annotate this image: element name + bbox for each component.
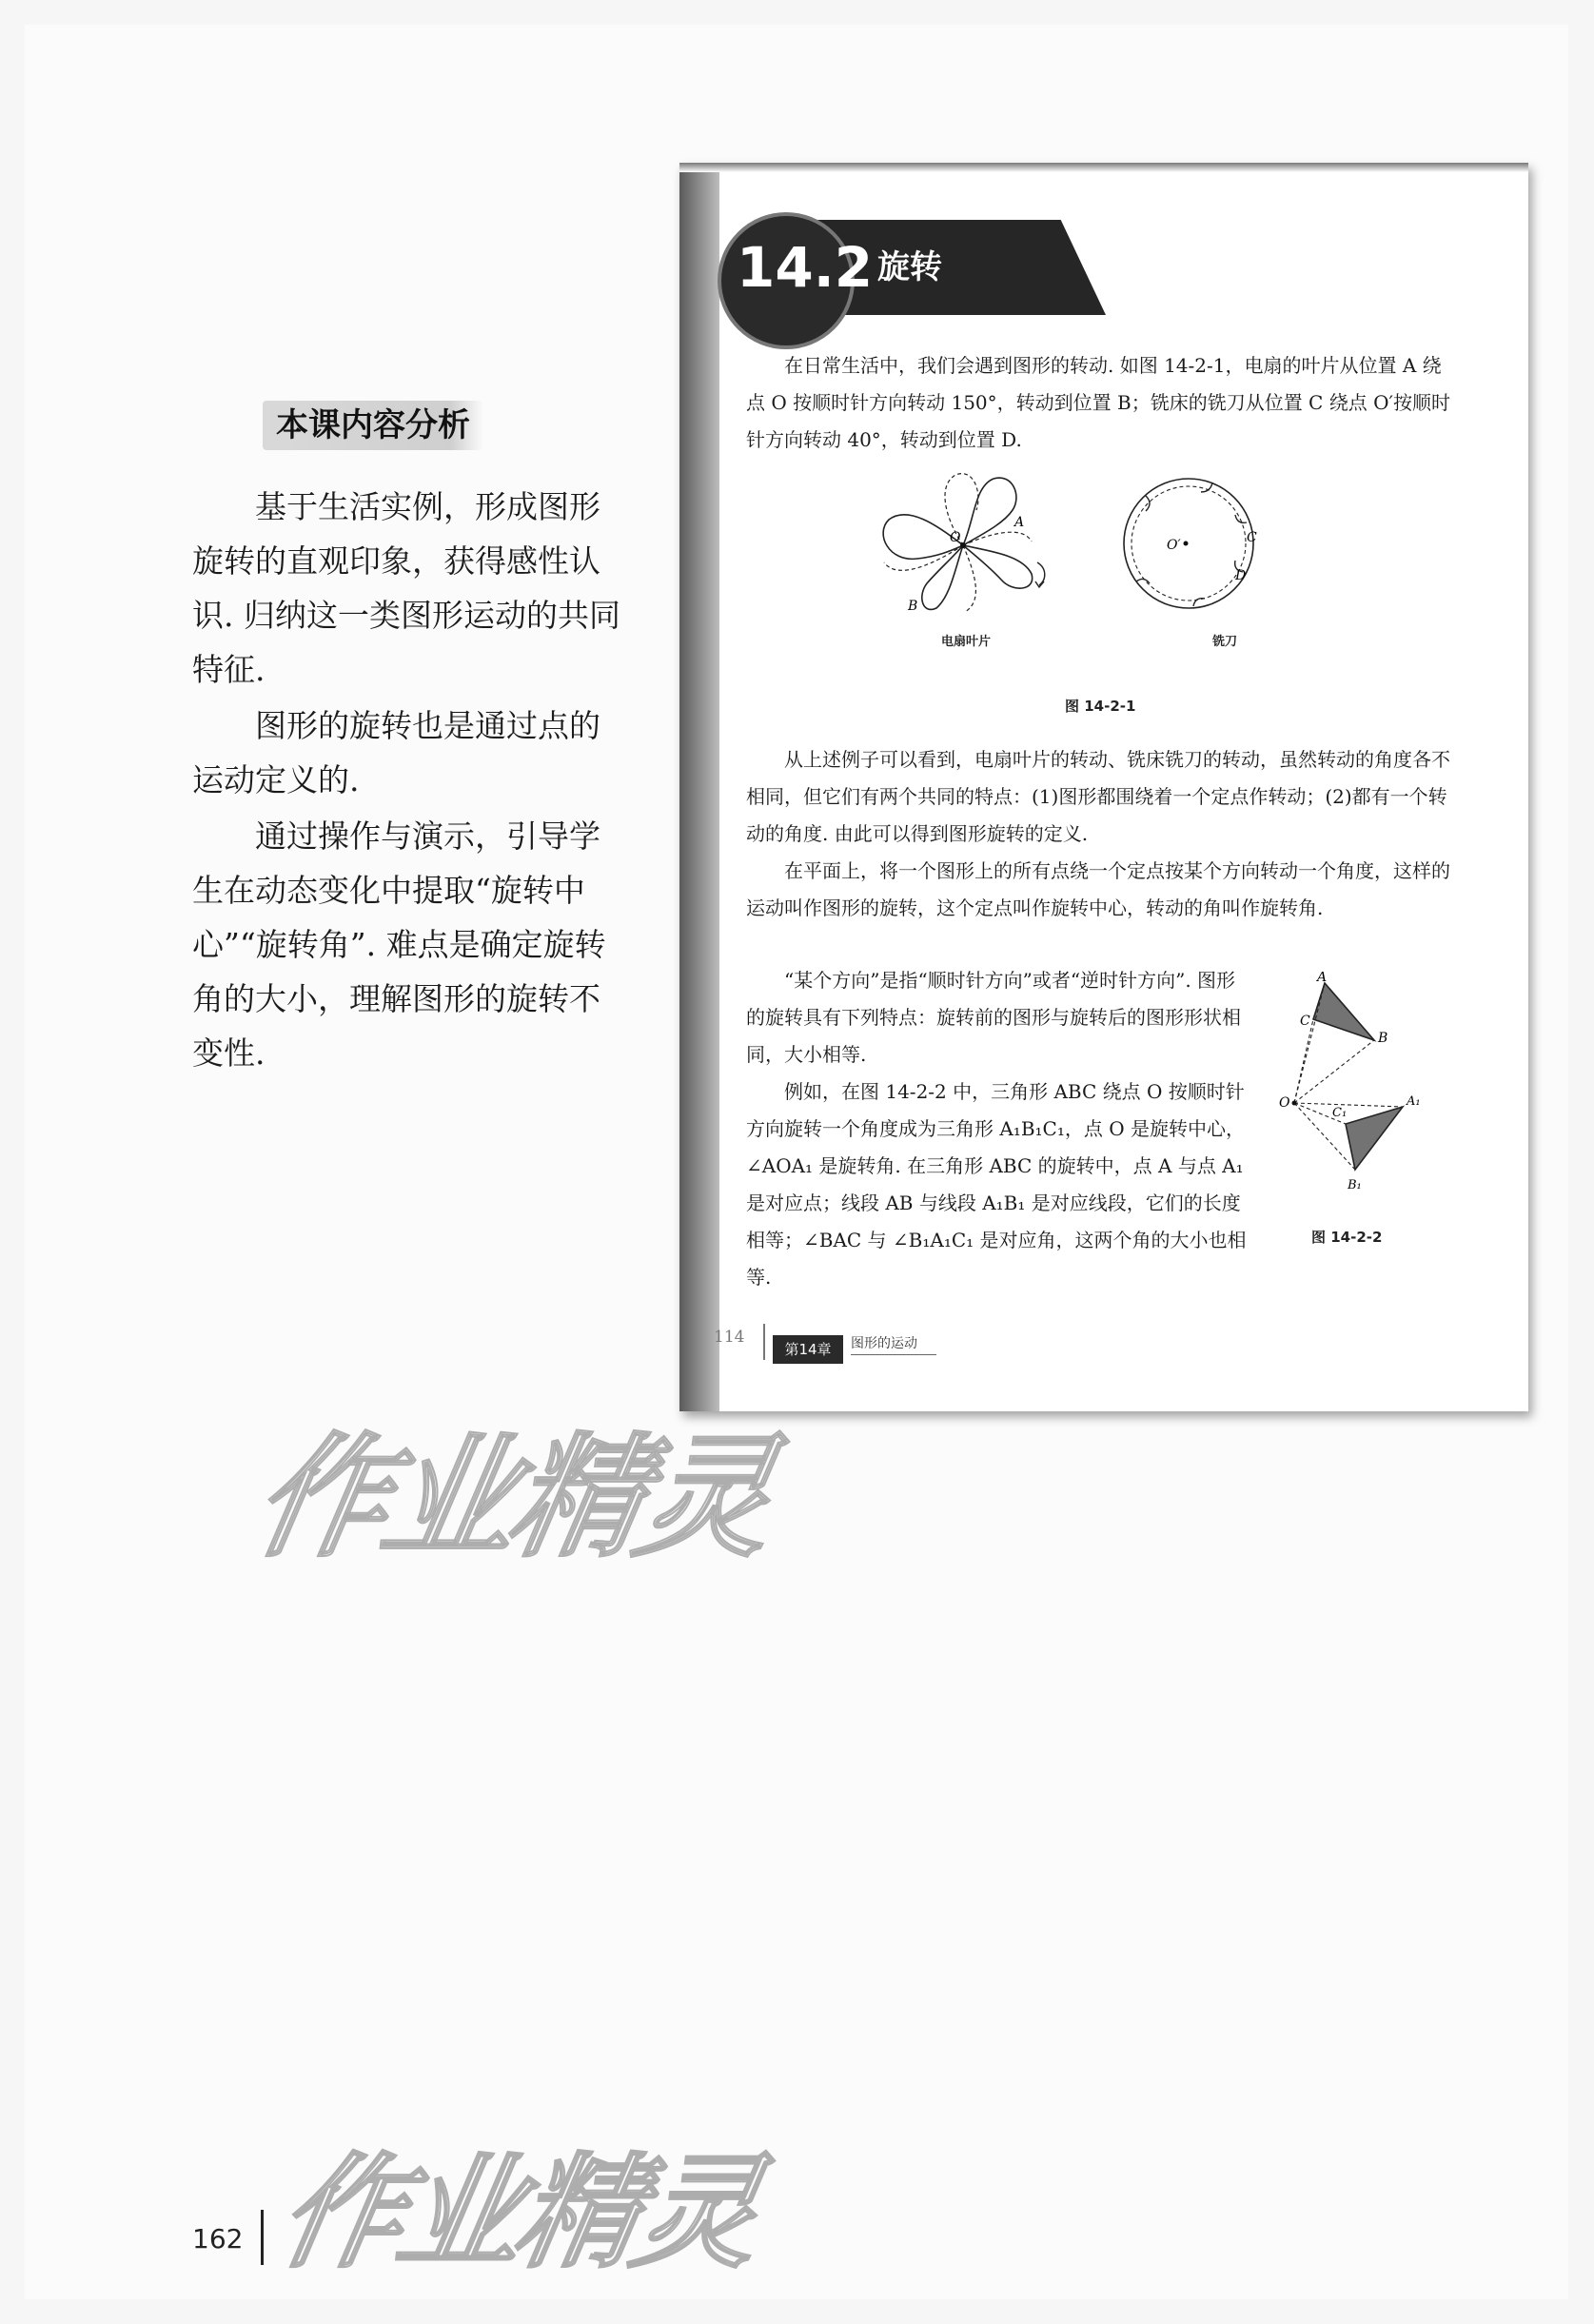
page-number-divider (261, 2210, 264, 2265)
fan-label-b: B (908, 599, 918, 614)
figure-14-2-1 (870, 467, 1269, 620)
fan-label-a: A (1014, 515, 1025, 530)
textbook-page (25, 25, 1568, 2299)
label-a: A (1317, 972, 1328, 985)
cutter-center-dot (1184, 542, 1189, 546)
inset-footer-divider (763, 1324, 765, 1360)
fan-center-dot (960, 542, 966, 548)
cutter-label-d: D (1235, 568, 1247, 583)
cutter-label-o: O′ (1167, 538, 1181, 553)
triangle-a1b1c1 (1346, 1107, 1403, 1170)
chapter-number-badge: 第14章 (773, 1335, 843, 1364)
section-number: 14.2 (737, 235, 874, 300)
inset-side-gradient (679, 163, 719, 1411)
cutter-drawing (1124, 479, 1253, 608)
definition-text: 在平面上，将一个图形上的所有点绕一个定点按某个方向转动一个角度，这样的运动叫作图形的旋转，这个定点叫作旋转中心，转动的角叫作旋转角. (746, 859, 1450, 919)
label-a1: A₁ (1407, 1094, 1421, 1109)
features-text: 从上述例子可以看到，电扇叶片的转动、铣床铣刀的转动，虽然转动的角度各不相同，但它们有两个共同的特点：(1)图形都围绕着一个定点作转动；(2)都有一个转动的角度. 由此可以得到图形旋转的定义. (746, 748, 1450, 845)
rotation-center-dot (1292, 1101, 1297, 1106)
figure-14-2-1-caption: 图 14-2-1 (1065, 698, 1136, 715)
intro-text: 在日常生活中，我们会遇到图形的转动. 如图 14-2-1，电扇的叶片从位置 A 绕点 O 按顺时针方向转动 150°，转动到位置 B；铣床的铣刀从位置 C 绕点 O′按顺时针方向转动 40°，转动到位置 D. (746, 354, 1451, 451)
label-b: B (1378, 1031, 1388, 1046)
analysis-paragraph-1: 基于生活实例，形成图形旋转的直观印象，获得感性认识. 归纳这一类图形运动的共同特征. (192, 488, 620, 688)
analysis-paragraph-2: 图形的旋转也是通过点的运动定义的. (192, 707, 600, 798)
embedded-textbook-page (679, 163, 1528, 1411)
example-text: 例如，在图 14-2-2 中，三角形 ABC 绕点 O 按顺时针方向旋转一个角度成为三角形 A₁B₁C₁，点 O 是旋转中心，∠AOA₁ 是旋转角. 在三角形 ABC 的旋转中，点 A 与点 A₁ 是对应点；线段 AB 与线段 A₁B₁ 是对应线段，它们的长度相等；∠BAC 与 ∠B₁A₁C₁ 是对应角，这两个角的大小也相等. (746, 1080, 1247, 1289)
fan-caption: 电扇叶片 (941, 635, 992, 649)
inset-top-gradient (679, 163, 1528, 172)
label-b1: B₁ (1348, 1178, 1362, 1192)
label-c: C (1300, 1014, 1310, 1029)
analysis-heading: 本课内容分析 (263, 401, 483, 450)
analysis-text (192, 480, 630, 1080)
analysis-paragraph-3: 通过操作与演示，引导学生在动态变化中提取“旋转中心”“旋转角”. 难点是确定旋转角的大小，理解图形的旋转不变性. (192, 817, 606, 1072)
label-c1: C₁ (1332, 1106, 1348, 1120)
figure-14-2-2-caption: 图 14-2-2 (1311, 1229, 1383, 1246)
page-number: 162 (192, 2223, 244, 2255)
label-o: O (1279, 1095, 1290, 1111)
definition-paragraphs (746, 741, 1456, 927)
cutter-label-c: C (1247, 530, 1257, 545)
watermark-bottom: 作业精灵 (268, 2140, 767, 2285)
inset-page-number: 114 (714, 1328, 745, 1347)
section-title: 旋转 (877, 248, 942, 286)
watermark-top: 作业精灵 (243, 1421, 781, 1576)
chapter-title: 图形的运动 (851, 1333, 936, 1355)
cutter-caption: 铣刀 (1212, 635, 1238, 649)
direction-text: “某个方向”是指“顺时针方向”或者“逆时针方向”. 图形的旋转具有下列特点：旋转前的图形与旋转后的图形形状相同，大小相等. (746, 969, 1241, 1066)
example-paragraphs (746, 962, 1249, 1296)
intro-paragraph (746, 347, 1456, 459)
fan-label-o: O (950, 530, 961, 545)
figure-14-2-2 (1277, 972, 1448, 1219)
